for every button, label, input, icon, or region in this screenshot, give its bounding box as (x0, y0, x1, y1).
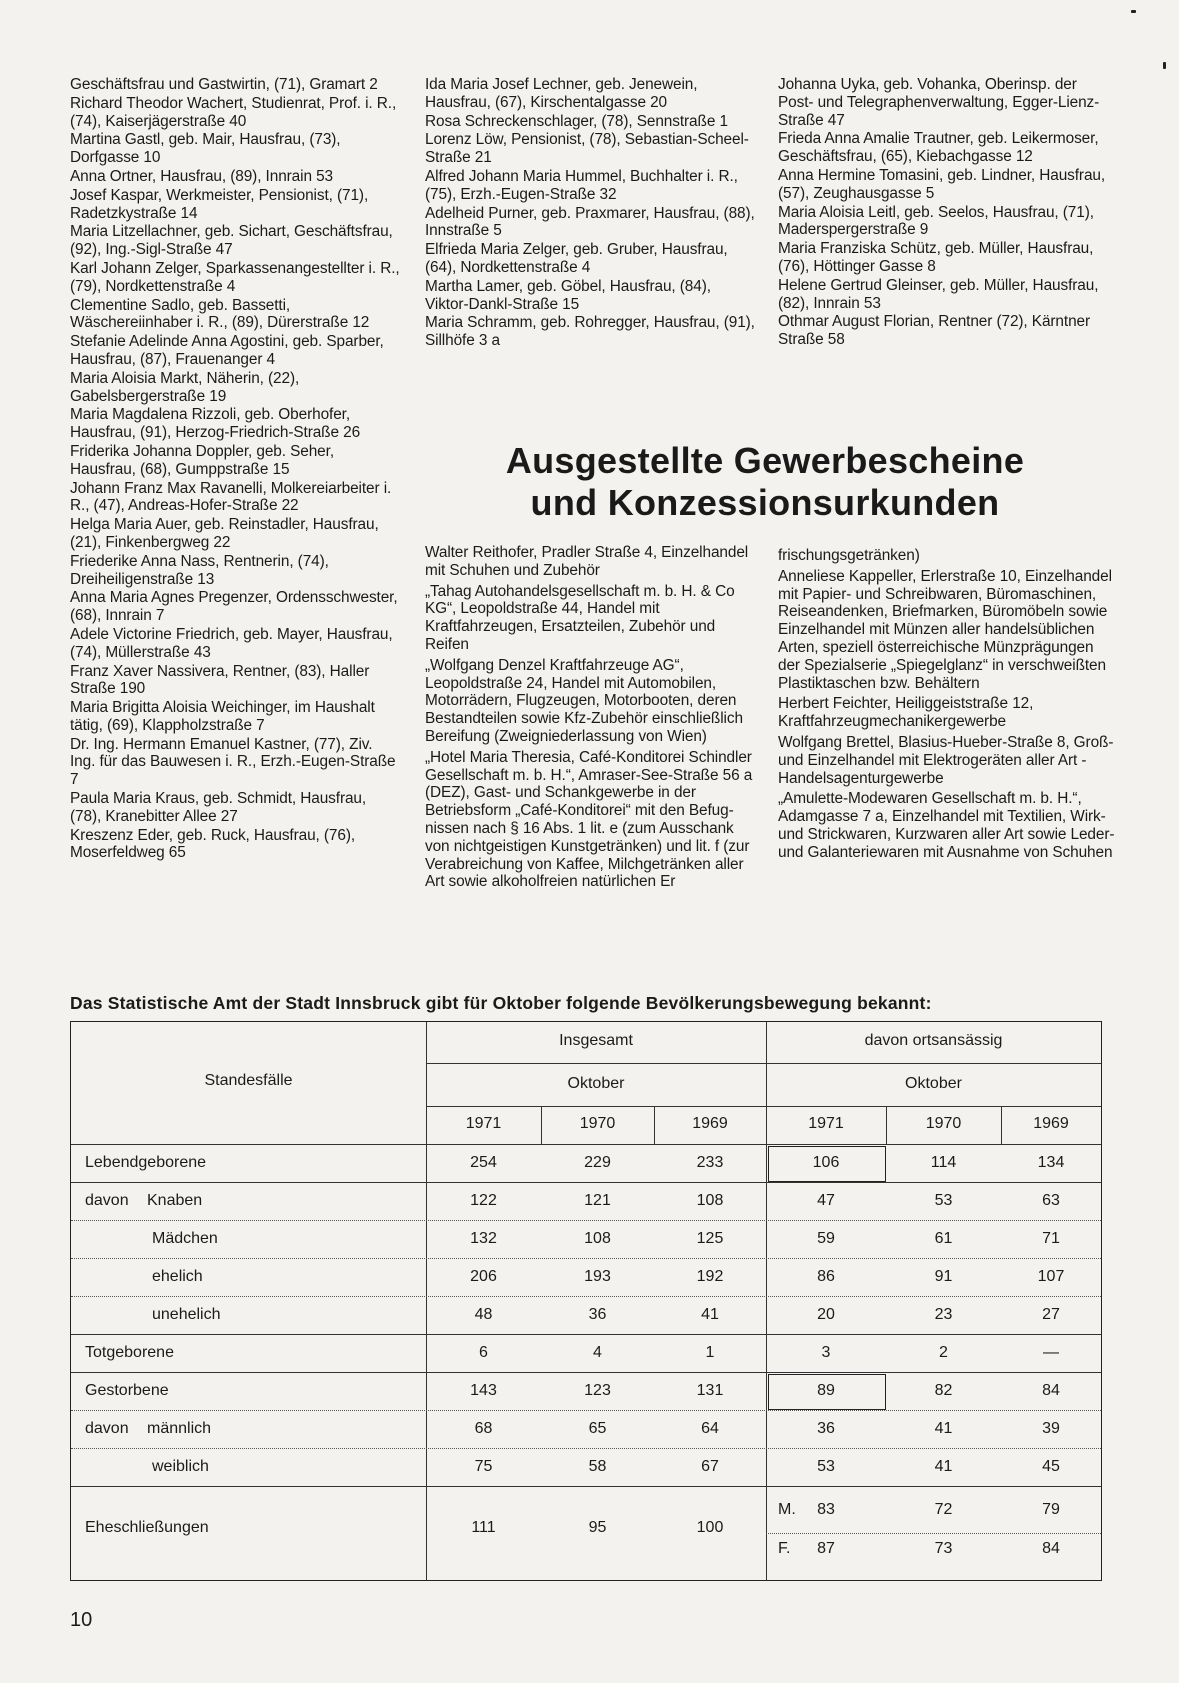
table-header-row-label: Standesfälle (204, 1072, 293, 1089)
table-cell: 86 (817, 1268, 835, 1285)
heading-line-2: und Konzessionsurkunden (530, 482, 1000, 523)
list-item: Helga Maria Auer, geb. Reinstadler, Hausfrau, (21), Finkenbergweg 22 (70, 516, 379, 551)
page-number: 10 (70, 1609, 93, 1631)
list-item: Lorenz Löw, Pensionist, (78), Sebastian-Scheel-Straße 21 (425, 131, 749, 167)
list-item: Richard Theodor Wachert, Studienrat, Prof. i. R., (74), Kaiserjägerstraße 40 (70, 94, 397, 130)
list-item: „Tahag Autohandelsgesellschaft m. b. H. & Co KG“, Leopoldstraße 44, Handel mit Kraftfahrzeugen, Ersatzteilen, Zubehör und Reifen (425, 582, 735, 653)
list-item: Maria Aloisia Markt, Näherin, (22), Gabelsbergerstraße 19 (70, 369, 300, 405)
table-cell: 254 (470, 1154, 497, 1171)
table-cell: 91 (934, 1268, 953, 1285)
table-cell: 23 (934, 1306, 953, 1323)
table-rule (71, 1220, 1101, 1221)
table-row-label: ehelich (152, 1268, 203, 1285)
list-item: Frieda Anna Amalie Trautner, geb. Leikermoser, Geschäftsfrau, (65), Kiebachgasse 12 (778, 130, 1099, 166)
table-cell: 192 (696, 1268, 724, 1285)
table-cell: 63 (1042, 1192, 1060, 1209)
table-cell: 131 (696, 1382, 724, 1399)
list-item: Josef Kaspar, Werkmeister, Pensionist, (71), Radetzkystraße 14 (70, 186, 369, 222)
table-rule (71, 1258, 1101, 1259)
license-column-2 (778, 547, 1118, 865)
table-cell: 58 (588, 1458, 607, 1475)
table-cell: — (1043, 1344, 1059, 1361)
table-cell: 73 (934, 1540, 953, 1557)
table-cell: 71 (1042, 1230, 1060, 1247)
table-cell: 87 (817, 1540, 835, 1557)
table-cell: 41 (934, 1420, 953, 1437)
license-column-1 (425, 544, 755, 894)
list-item: Anna Hermine Tomasini, geb. Lindner, Hausfrau, (57), Zeughausgasse 5 (778, 166, 1106, 202)
table-cell: 143 (470, 1382, 497, 1399)
list-item: Othmar August Florian, Rentner (72), Kärntner Straße 58 (778, 313, 1091, 349)
list-item: Elfrieda Maria Zelger, geb. Gruber, Hausfrau, (64), Nordkettenstraße 4 (425, 241, 728, 276)
list-item: Friderika Johanna Doppler, geb. Seher, Hausfrau, (68), Gumppstraße 15 (70, 442, 334, 478)
table-cell: 68 (474, 1420, 493, 1437)
table-row-prefix: F. (778, 1540, 791, 1557)
list-item: Ida Maria Josef Lechner, geb. Jenewein, Hausfrau, (67), Kirschentalgasse 20 (425, 76, 698, 111)
table-cell: 125 (696, 1230, 724, 1247)
table-cell: 114 (930, 1154, 957, 1171)
list-item: Franz Xaver Nassivera, Rentner, (83), Haller Straße 190 (70, 662, 370, 698)
table-cell: 95 (588, 1519, 607, 1536)
table-cell: 233 (696, 1154, 724, 1171)
list-item: Johann Franz Max Ravanelli, Molkereiarbeiter i. R., (47), Andreas-Hofer-Straße 22 (70, 479, 392, 515)
table-cell: 41 (934, 1458, 953, 1475)
table-row-label: Knaben (147, 1192, 203, 1209)
table-cell: 123 (584, 1382, 611, 1399)
list-item: Maria Franziska Schütz, geb. Müller, Hausfrau, (76), Höttinger Gasse 8 (778, 240, 1094, 275)
table-cell: 4 (593, 1344, 602, 1361)
list-item: Wolfgang Brettel, Blasius-Hueber-Straße 8, Groß- und Einzelhandel mit Elektrogeräten aller Art - Handelsagenturgewerbe (778, 733, 1114, 787)
table-cell: 193 (584, 1268, 611, 1285)
table-cell: 106 (812, 1154, 840, 1171)
table-rule (426, 1063, 1101, 1064)
list-item: Karl Johann Zelger, Sparkassenangestellter i. R., (79), Nordkettenstraße 4 (70, 259, 400, 295)
table-cell: 67 (701, 1458, 719, 1475)
highlight-box (768, 1146, 886, 1182)
scan-mark (1131, 10, 1136, 13)
table-cell: 108 (696, 1192, 724, 1209)
table-header-group: davon ortsansässig (864, 1032, 1003, 1049)
list-item: Dr. Ing. Hermann Emanuel Kastner, (77), Ziv. Ing. für das Bauwesen i. R., Erzh.-Eugen-Straße 7 (70, 735, 396, 789)
table-header-year: 1970 (925, 1115, 962, 1132)
table-rule (71, 1182, 1101, 1183)
table-cell: 36 (817, 1420, 835, 1437)
obituary-column-3 (778, 76, 1108, 350)
list-item: Anna Maria Agnes Pregenzer, Ordensschwester, (68), Innrain 7 (70, 589, 398, 625)
table-cell: 48 (474, 1306, 493, 1323)
table-cell: 47 (817, 1192, 835, 1209)
list-item: Helene Gertrud Gleinser, geb. Müller, Hausfrau, (82), Innrain 53 (778, 276, 1099, 312)
table-rule (71, 1448, 1101, 1449)
list-item: Maria Litzellachner, geb. Sichart, Geschäftsfrau, (92), Ing.-Sigl-Straße 47 (70, 223, 393, 259)
table-cell: 27 (1042, 1306, 1060, 1323)
table-header-month: Oktober (567, 1075, 625, 1092)
table-rule (71, 1296, 1101, 1297)
table-cell: 229 (584, 1154, 611, 1171)
table-cell: 134 (1037, 1154, 1065, 1171)
table-cell: 82 (934, 1382, 953, 1399)
table-header-year: 1971 (808, 1115, 844, 1132)
highlight-box (768, 1374, 886, 1410)
table-cell: 122 (470, 1192, 497, 1209)
table-rule (654, 1106, 655, 1144)
table-cell: 1 (705, 1344, 715, 1361)
table-cell: 6 (479, 1344, 488, 1361)
list-item: Alfred Johann Maria Hummel, Buchhalter i. R., (75), Erzh.-Eugen-Straße 32 (425, 167, 738, 203)
list-item: Rosa Schreckenschlager, (78), Sennstraße 1 (425, 112, 728, 130)
obituary-column-1 (70, 76, 400, 863)
table-cell: 45 (1042, 1458, 1060, 1475)
list-item: „Hotel Maria Theresia, Café-Konditorei Schindler Gesellschaft m. b. H.“, Amraser-See-Straße 56 a (DEZ), Gast- und Schankgewerbe in der Betriebsform „Café-Konditorei“ mit den Befugnissen nach § 16 Abs. 1 lit. e (zum Ausschank von nichtgeistigen Kunstgetränken) und lit. f (zur Verabreichung von Kaffee, Milchgetränken aller Art sowie alkoholfreien natürlichen Er (425, 748, 753, 891)
scan-mark (1163, 62, 1166, 69)
table-rule (71, 1372, 1101, 1373)
table-rule (766, 1533, 1101, 1534)
table-row-label: männlich (147, 1420, 212, 1437)
table-row-label: unehelich (152, 1306, 221, 1323)
table-cell: 41 (701, 1306, 719, 1323)
list-item: frischungsgetränken) (778, 547, 920, 564)
table-cell: 64 (701, 1420, 719, 1437)
table-cell: 89 (817, 1382, 835, 1399)
table-cell: 20 (817, 1306, 835, 1323)
table-cell: 59 (817, 1230, 835, 1247)
table-row-prefix: davon (85, 1192, 129, 1209)
table-rule (71, 1410, 1101, 1411)
table-cell: 206 (470, 1268, 497, 1285)
table-rule (71, 1334, 1101, 1335)
list-item: Martina Gastl, geb. Mair, Hausfrau, (73), Dorfgasse 10 (70, 131, 341, 167)
list-item: Adele Victorine Friedrich, geb. Mayer, Hausfrau, (74), Müllerstraße 43 (70, 625, 393, 661)
list-item: Clementine Sadlo, geb. Bassetti, Wäschereiinhaber i. R., (89), Dürerstraße 12 (70, 296, 370, 332)
list-item: Maria Aloisia Leitl, geb. Seelos, Hausfrau, (71), Maderspergerstraße 9 (778, 203, 1094, 239)
table-row-prefix: davon (85, 1420, 129, 1437)
table-row-label: Eheschließungen (85, 1519, 209, 1536)
table-cell: 83 (817, 1501, 835, 1518)
table-rule (886, 1106, 887, 1144)
table-cell: 53 (817, 1458, 835, 1475)
list-item: Maria Brigitta Aloisia Weichinger, im Haushalt tätig, (69), Klappholzstraße 7 (70, 699, 375, 734)
section-heading (420, 440, 1110, 524)
list-item: Friederike Anna Nass, Rentnerin, (74), Dreiheiligenstraße 13 (70, 552, 329, 588)
table-row-label: weiblich (152, 1458, 209, 1475)
table-cell: 65 (588, 1420, 607, 1437)
list-item: Anneliese Kappeller, Erlerstraße 10, Einzelhandel mit Papier- und Schreibwaren, Büromaschinen, Reiseandenken, Briefmarken, Büromöbeln sowie Einzelhandel mit Münzen aller handelsüblichen Arten, speziell österreichische Münzprägungen der Spezialserie „Spiegelglanz“ in verschweißten Plastiktaschen bzw. Behältern (778, 567, 1112, 692)
table-cell: 79 (1042, 1501, 1060, 1518)
obituary-column-2 (425, 76, 755, 351)
table-cell: 84 (1042, 1540, 1060, 1557)
list-item: Kreszenz Eder, geb. Ruck, Hausfrau, (76), Moserfeldweg 65 (70, 826, 356, 862)
table-header-year: 1969 (1033, 1115, 1069, 1132)
heading-line-1: Ausgestellte Gewerbescheine (505, 440, 1025, 481)
list-item: Adelheid Purner, geb. Praxmarer, Hausfrau, (88), Innstraße 5 (425, 204, 755, 240)
table-cell: 108 (584, 1230, 611, 1247)
statistics-table (70, 1021, 1102, 1581)
table-row-label: Totgeborene (85, 1344, 174, 1361)
list-item: Geschäftsfrau und Gastwirtin, (71), Gramart 2 (70, 76, 378, 93)
table-rule (71, 1144, 1101, 1145)
table-cell: 61 (934, 1230, 953, 1247)
table-cell: 36 (588, 1306, 607, 1323)
list-item: Walter Reithofer, Pradler Straße 4, Einzelhandel mit Schuhen und Zubehör (425, 544, 749, 579)
table-cell: 111 (471, 1519, 496, 1536)
table-cell: 100 (696, 1519, 724, 1536)
table-cell: 3 (821, 1344, 831, 1361)
table-rule (1001, 1106, 1002, 1144)
table-cell: 75 (474, 1458, 493, 1475)
table-cell: 107 (1037, 1268, 1065, 1285)
table-header-month: Oktober (905, 1075, 962, 1092)
table-cell: 39 (1042, 1420, 1060, 1437)
table-row-label: Gestorbene (85, 1382, 169, 1399)
table-rule (541, 1106, 542, 1144)
table-cell: 84 (1042, 1382, 1060, 1399)
table-row-label: Lebendgeborene (85, 1154, 207, 1171)
table-row-prefix: M. (778, 1501, 796, 1518)
table-cell: 132 (470, 1230, 497, 1247)
list-item: Anna Ortner, Hausfrau, (89), Innrain 53 (70, 167, 334, 185)
table-cell: 72 (934, 1501, 953, 1518)
list-item: „Amulette-Modewaren Gesellschaft m. b. H.“, Adamgasse 7 a, Einzelhandel mit Textilien, Wirk- und Strickwaren, Kurzwaren aller Art sowie Leder- und Galanteriewaren mit Ausnahme von Schuhen (778, 790, 1115, 861)
table-rule (71, 1486, 1101, 1487)
table-header-year: 1971 (465, 1115, 502, 1132)
list-item: Paula Maria Kraus, geb. Schmidt, Hausfrau, (78), Kranebitter Allee 27 (70, 790, 367, 825)
list-item: Maria Magdalena Rizzoli, geb. Oberhofer, Hausfrau, (91), Herzog-Friedrich-Straße 26 (70, 406, 361, 442)
list-item: Herbert Feichter, Heiliggeiststraße 12, Kraftfahrzeugmechanikergewerbe (778, 695, 1034, 731)
list-item: Martha Lamer, geb. Göbel, Hausfrau, (84), Viktor-Dankl-Straße 15 (425, 277, 711, 313)
list-item: „Wolfgang Denzel Kraftfahrzeuge AG“, Leopoldstraße 24, Handel mit Automobilen, Motorrädern, Flugzeugen, Motorbooten, deren Bestandteilen sowie Kfz-Zubehör einschließlich Bereifung (Zweigniederlassung von Wien) (425, 656, 743, 745)
list-item: Stefanie Adelinde Anna Agostini, geb. Sparber, Hausfrau, (87), Frauenanger 4 (70, 333, 384, 368)
table-header-year: 1970 (579, 1115, 616, 1132)
table-cell: 53 (934, 1192, 953, 1209)
table-rule (426, 1106, 1101, 1107)
list-item: Maria Schramm, geb. Rohregger, Hausfrau, (91), Sillhöfe 3 a (425, 314, 755, 350)
table-row-label: Mädchen (152, 1230, 218, 1247)
list-item: Johanna Uyka, geb. Vohanka, Oberinsp. der Post- und Telegraphenverwaltung, Egger-Lienz-Straße 47 (778, 76, 1100, 129)
table-header-group: Insgesamt (559, 1032, 633, 1049)
table-cell: 121 (584, 1192, 611, 1209)
statistics-caption: Das Statistische Amt der Stadt Innsbruck gibt für Oktober folgende Bevölkerungsbewegung bekannt: (70, 993, 932, 1013)
table-cell: 2 (939, 1344, 948, 1361)
table-header-year: 1969 (692, 1115, 728, 1132)
